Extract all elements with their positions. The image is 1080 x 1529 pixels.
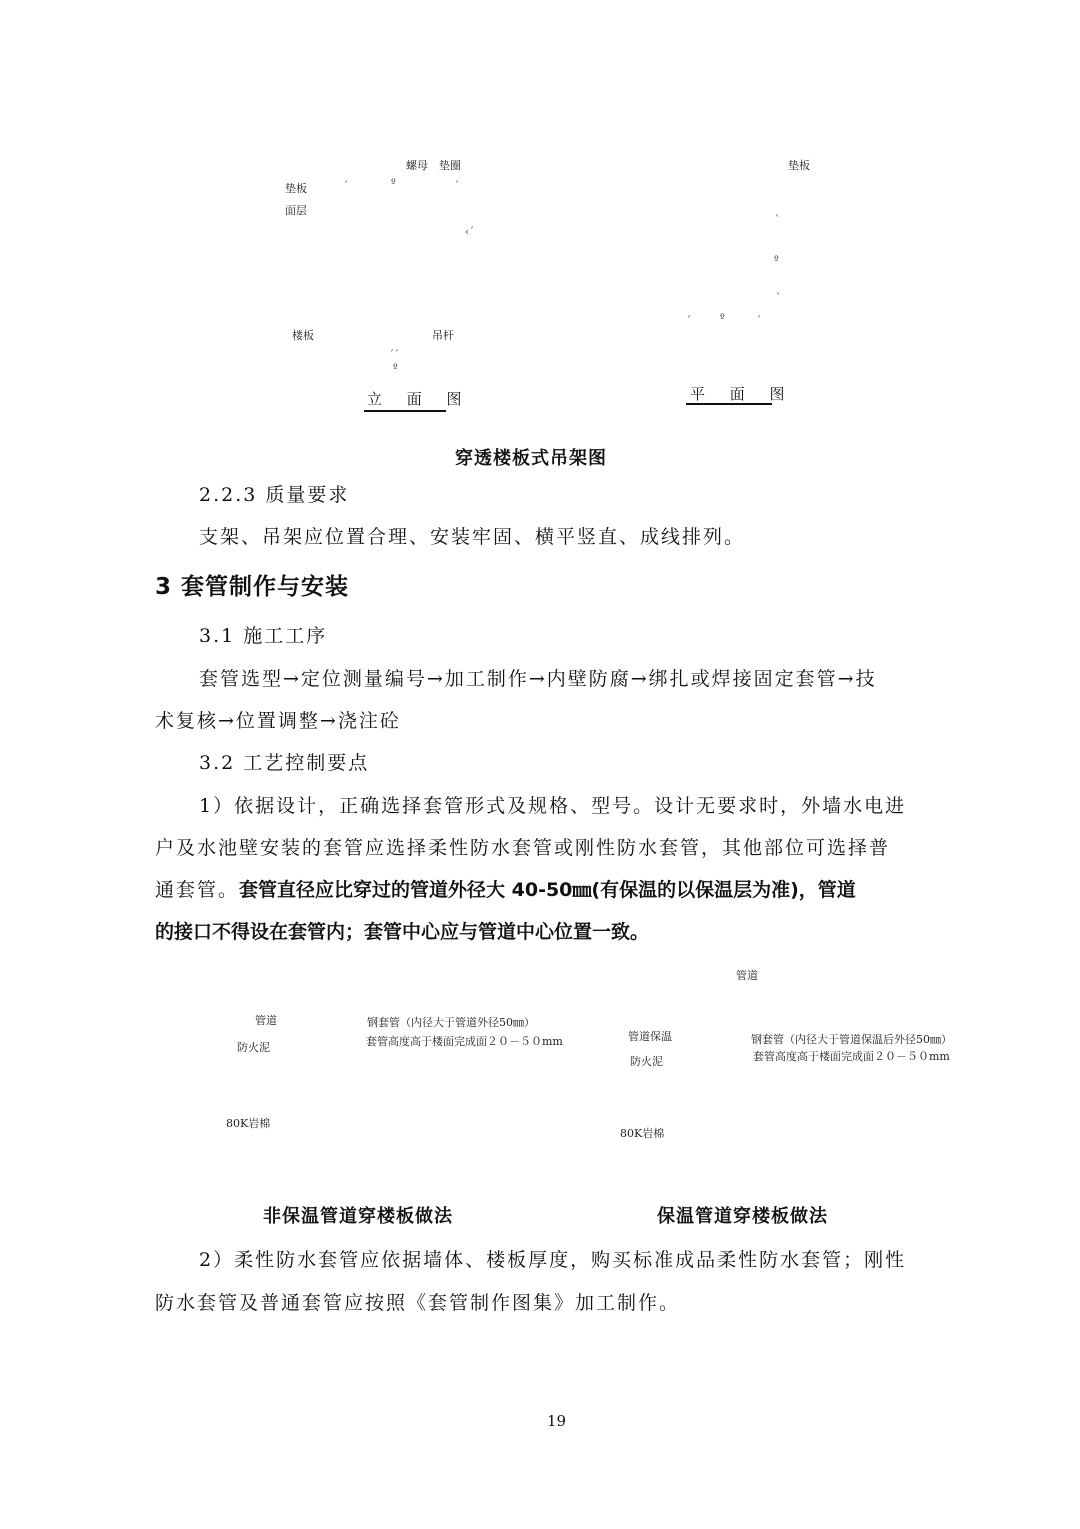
- label-rock-wool-left: 80K岩棉: [226, 1117, 271, 1130]
- label-steel-sleeve-left: 钢套管（内径大于管道外径50㎜）: [367, 1016, 535, 1029]
- label-hanger-rod: 吊杆: [432, 329, 454, 342]
- label-floor-slab: 楼板: [292, 329, 314, 342]
- paragraph-1-line3-normal: 通套管。: [155, 879, 240, 901]
- mark: º: [391, 178, 396, 189]
- mark: ˋ: [776, 293, 781, 304]
- mark: ˊˊ: [389, 350, 399, 361]
- plan-underline: [686, 403, 772, 405]
- paragraph-1-line3-bold: 套管直径应比穿过的管道外径大 40-50㎜(有保温的以保温层为准)，管道: [239, 879, 856, 901]
- mark: ˊ: [686, 316, 691, 327]
- page-number: 19: [547, 1412, 567, 1430]
- figure-caption-insulated: 保温管道穿楼板做法: [657, 1206, 828, 1227]
- paragraph-1-line2: 户及水池壁安装的套管应选择柔性防水套管或刚性防水套管，其他部位可选择普: [155, 837, 891, 859]
- label-washer-right: 垫板: [788, 159, 810, 172]
- paragraph-2-line2: 防水套管及普通套管应按照《套管制作图集》加工制作。: [155, 1292, 681, 1314]
- label-nut-washer: 螺母 垫圈: [406, 159, 461, 172]
- plan-view-title: 平 面 图: [690, 385, 795, 403]
- heading-section-3: 3 套管制作与安装: [155, 574, 350, 600]
- paragraph-1-line4: 的接口不得设在套管内；套管中心应与管道中心位置一致。: [155, 921, 650, 943]
- label-fire-mud-left: 防火泥: [237, 1041, 270, 1054]
- heading-3-1: 3.1 施工工序: [199, 625, 328, 647]
- figure-caption-non-insulated: 非保温管道穿楼板做法: [263, 1206, 453, 1227]
- mark: º: [720, 313, 725, 324]
- label-steel-sleeve-right: 钢套管（内径大于管道保温后外径50㎜）: [751, 1033, 952, 1046]
- label-washer-left: 垫板: [285, 182, 307, 195]
- mark: ˋ: [775, 215, 780, 226]
- paragraph-process-line1: 套管选型→定位测量编号→加工制作→内壁防腐→绑扎或焊接固定套管→技: [199, 668, 877, 690]
- elevation-view-title: 立 面 图: [367, 390, 472, 408]
- heading-3-2: 3.2 工艺控制要点: [199, 752, 370, 774]
- label-sleeve-height-left: 套管高度高于楼面完成面２０－５０mm: [366, 1035, 563, 1048]
- mark: ˊ: [756, 316, 761, 327]
- label-sleeve-height-right: 套管高度高于楼面完成面２０－５０mm: [753, 1050, 950, 1063]
- paragraph-quality: 支架、吊架应位置合理、安装牢固、横平竖直、成线排列。: [199, 526, 746, 548]
- paragraph-process-line2: 术复核→位置调整→浇注砼: [155, 710, 401, 732]
- mark: ˊ: [343, 181, 348, 192]
- label-rock-wool-right: 80K岩棉: [620, 1127, 665, 1140]
- figure-caption-hanger: 穿透楼板式吊架图: [455, 448, 607, 469]
- heading-2-2-3: 2.2.3 质量要求: [199, 484, 350, 506]
- label-pipe-insulation: 管道保温: [628, 1030, 672, 1043]
- paragraph-1-line3: [155, 875, 856, 902]
- paragraph-1-line1: 1）依据设计，正确选择套管形式及规格、型号。设计无要求时，外墙水电进: [199, 795, 907, 817]
- mark: º: [393, 363, 398, 374]
- label-pipe-left: 管道: [255, 1014, 277, 1027]
- elevation-underline: [364, 410, 446, 412]
- label-pipe-right: 管道: [736, 969, 758, 982]
- paragraph-2-line1: 2）柔性防水套管应依据墙体、楼板厚度，购买标准成品柔性防水套管；刚性: [199, 1249, 907, 1271]
- label-fire-mud-right: 防火泥: [630, 1055, 663, 1068]
- mark: ‹ˊ: [465, 227, 474, 238]
- mark: º: [774, 255, 779, 266]
- mark: ˊ: [454, 181, 459, 192]
- label-surface-layer: 面层: [285, 204, 307, 217]
